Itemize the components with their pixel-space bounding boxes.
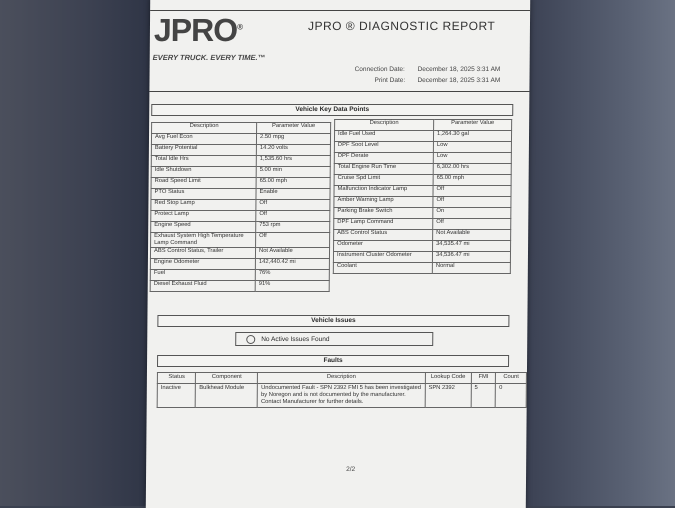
key-data-row — [334, 142, 511, 153]
report-title: JPRO ® DIAGNOSTIC REPORT — [307, 19, 496, 33]
parameter-value: Off — [433, 219, 511, 230]
key-data-row — [334, 197, 511, 208]
col-parameter-value: Parameter Value — [257, 123, 331, 134]
parameter-description: Red Stop Lamp — [151, 200, 256, 211]
parameter-description: Protect Lamp — [151, 211, 256, 222]
parameter-value: Off — [256, 233, 330, 248]
parameter-value: Off — [433, 186, 511, 197]
parameter-description: Exhaust System High Temperature Lamp Command — [151, 233, 256, 248]
key-data-row — [151, 134, 330, 145]
parameter-value: Low — [433, 142, 511, 153]
parameter-description: Idle Shutdown — [151, 167, 256, 178]
parameter-description: ABS Control Status — [334, 230, 433, 241]
background-right — [525, 0, 675, 506]
parameter-description: Malfunction Indicator Lamp — [334, 186, 433, 197]
key-data-row — [334, 208, 511, 219]
key-data-row — [150, 281, 329, 292]
fault-description: Undocumented Fault - SPN 2392 FMI 5 has been investigated by Noregon and is not documented by the manufacturer. Contact Manufacturer for further details. — [257, 384, 425, 408]
print-date-label: Print Date: — [374, 77, 406, 84]
parameter-description: Engine Speed — [151, 222, 256, 233]
key-data-row — [334, 186, 511, 197]
key-data-row — [334, 230, 511, 241]
key-data-row — [151, 222, 330, 233]
key-data-row — [150, 248, 329, 259]
parameter-description: Engine Odometer — [150, 259, 255, 270]
parameter-description: Idle Fuel Used — [334, 131, 433, 142]
parameter-value: 65.00 mph — [433, 175, 511, 186]
parameter-description: PTO Status — [151, 189, 256, 200]
parameter-value: Off — [433, 197, 511, 208]
logo-tagline: EVERY TRUCK. EVERY TIME.™ — [152, 53, 266, 62]
jpro-logo: JPRO® — [153, 12, 243, 48]
key-data-row — [333, 263, 510, 274]
parameter-value: 34,536.47 mi — [432, 252, 510, 263]
parameter-description: Battery Potential — [151, 145, 256, 156]
fault-col-lookup-code: Lookup Code — [425, 373, 471, 384]
key-data-row — [334, 175, 511, 186]
connection-date-label: Connection Date: — [354, 66, 405, 73]
parameter-value: Off — [256, 211, 330, 222]
key-data-row — [334, 164, 511, 175]
parameter-value: 14.20 volts — [256, 145, 330, 156]
print-date: December 18, 2025 3:31 AM — [417, 77, 501, 84]
fault-lookup-code: SPN 2392 — [425, 384, 471, 408]
report-page — [146, 0, 530, 508]
top-rule — [150, 10, 530, 11]
fault-col-status: Status — [157, 373, 196, 384]
parameter-value: 91% — [255, 281, 329, 292]
header-rule — [149, 91, 529, 92]
parameter-description: Instrument Cluster Odometer — [333, 252, 432, 263]
col-parameter-value: Parameter Value — [434, 120, 512, 131]
parameter-value: 65.00 mph — [256, 178, 330, 189]
faults-table — [157, 372, 527, 408]
parameter-description: Diesel Exhaust Fluid — [150, 281, 255, 292]
fault-col-count: Count — [496, 373, 527, 384]
parameter-description: DPF Soot Level — [334, 142, 433, 153]
parameter-description: Odometer — [334, 241, 433, 252]
parameter-value: 5.00 min — [256, 167, 330, 178]
key-data-row — [151, 233, 330, 248]
key-data-row — [151, 211, 330, 222]
parameter-value: 76% — [255, 270, 329, 281]
faults-title: Faults — [157, 355, 509, 367]
fault-status: Inactive — [157, 384, 196, 408]
parameter-description: Amber Warning Lamp — [334, 197, 433, 208]
parameter-value: Enable — [256, 189, 330, 200]
parameter-description: Road Speed Limit — [151, 178, 256, 189]
parameter-description: DPF Derate — [334, 153, 433, 164]
check-circle-icon — [246, 335, 255, 344]
parameter-description: Cruise Spd Limit — [334, 175, 433, 186]
fault-component: Bulkhead Module — [196, 384, 258, 408]
parameter-value: 753 rpm — [256, 222, 330, 233]
parameter-description: Avg Fuel Econ — [151, 134, 256, 145]
parameter-value: Normal — [432, 263, 510, 274]
key-data-row — [151, 156, 330, 167]
parameter-value: Low — [433, 153, 511, 164]
key-data-row — [150, 259, 329, 270]
key-data-row — [151, 178, 330, 189]
parameter-value: 1,264.30 gal — [433, 131, 511, 142]
fault-fmi: 5 — [471, 384, 496, 408]
parameter-description: DPF Lamp Command — [334, 219, 433, 230]
key-data-right-table — [333, 119, 512, 274]
key-data-row — [151, 167, 330, 178]
col-description: Description — [335, 120, 434, 131]
vehicle-issues-title: Vehicle Issues — [157, 315, 509, 327]
page-number: 2/2 — [346, 466, 356, 473]
key-data-left-table — [150, 122, 331, 292]
key-data-row — [151, 145, 330, 156]
background-left — [0, 0, 150, 506]
key-data-row — [334, 131, 511, 142]
key-data-row — [151, 189, 330, 200]
vehicle-issues-box — [235, 332, 433, 346]
parameter-description: Fuel — [150, 270, 255, 281]
key-data-row — [333, 252, 510, 263]
key-data-title: Vehicle Key Data Points — [151, 104, 513, 116]
col-description: Description — [152, 123, 257, 134]
parameter-description: Total Engine Run Time — [334, 164, 433, 175]
no-issues-message: No Active Issues Found — [261, 335, 330, 343]
parameter-value: Off — [256, 200, 330, 211]
fault-col-fmi: FMI — [471, 373, 496, 384]
key-data-row — [151, 200, 330, 211]
parameter-value: 1,535.60 hrs — [256, 156, 330, 167]
parameter-value: 34,535.47 mi — [433, 241, 511, 252]
parameter-value: 6,302.00 hrs — [433, 164, 511, 175]
fault-col-description: Description — [258, 373, 425, 384]
parameter-value: On — [433, 208, 511, 219]
parameter-value: Not Available — [255, 248, 329, 259]
key-data-row — [334, 219, 511, 230]
parameter-description: Parking Brake Switch — [334, 208, 433, 219]
key-data-row — [334, 153, 511, 164]
parameter-description: ABS Control Status, Trailer — [150, 248, 255, 259]
parameter-description: Coolant — [333, 263, 432, 274]
parameter-value: Not Available — [433, 230, 511, 241]
parameter-value: 2.50 mpg — [256, 134, 330, 145]
fault-row — [157, 384, 526, 408]
key-data-row — [150, 270, 329, 281]
fault-col-component: Component — [196, 373, 258, 384]
key-data-row — [334, 241, 511, 252]
parameter-description: Total Idle Hrs — [151, 156, 256, 167]
parameter-value: 142,440.42 mi — [255, 259, 329, 270]
connection-date: December 18, 2025 3:31 AM — [417, 66, 501, 73]
fault-count: 0 — [495, 384, 526, 408]
